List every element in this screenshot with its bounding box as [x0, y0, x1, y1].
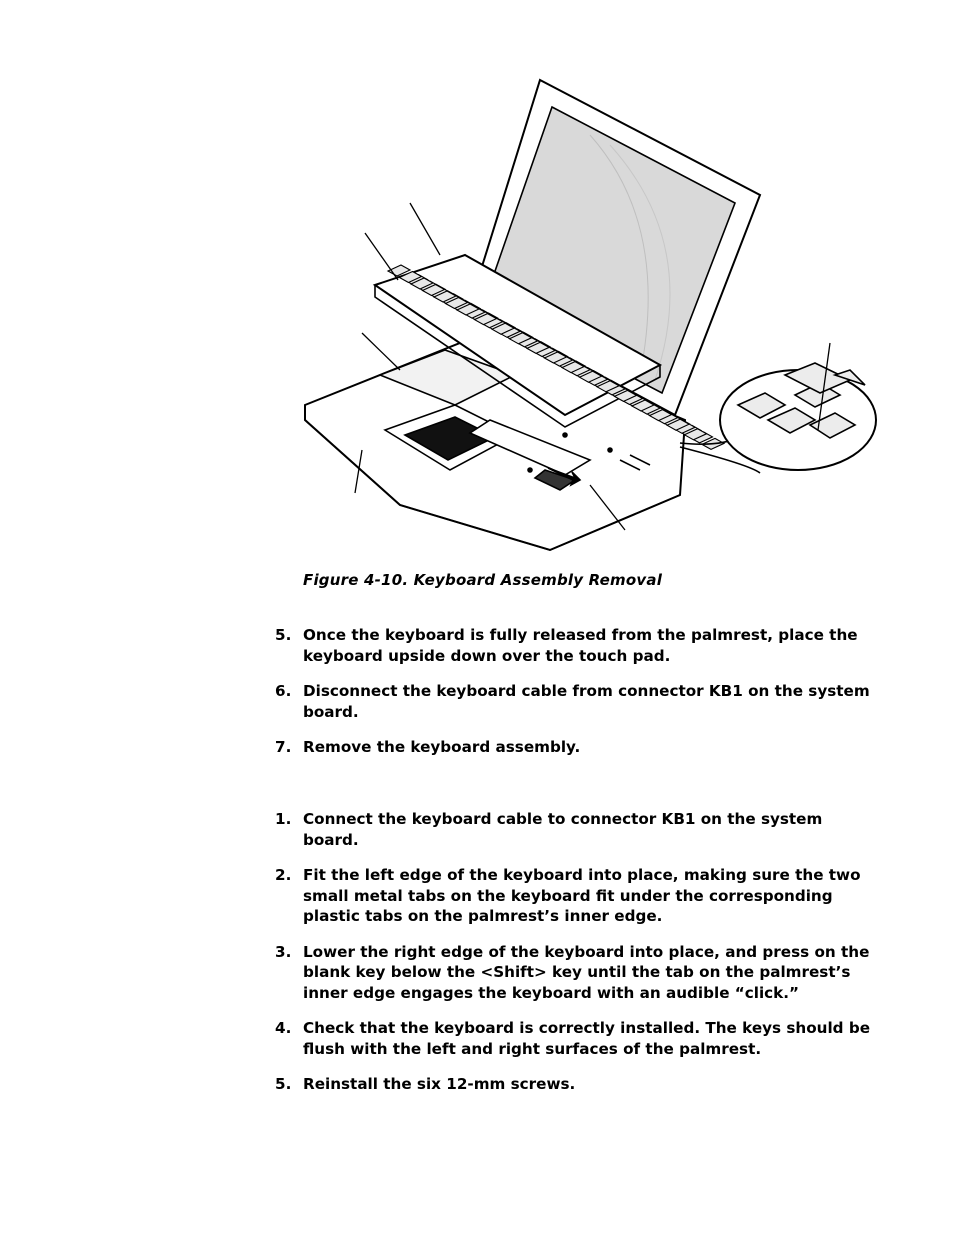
step-number: 4. [275, 1019, 292, 1037]
figure-caption: Figure 4-10. Keyboard Assembly Removal [303, 571, 663, 589]
list-item [270, 865, 870, 927]
keyboard-removal-figure [290, 75, 890, 565]
list-item [270, 681, 870, 722]
step-number: 6. [275, 682, 292, 700]
step-number: 1. [275, 810, 292, 828]
step-text: Check that the keyboard is correctly installed. The keys should be flush with the left and right surfaces of the palmrest. [303, 1019, 871, 1058]
step-text: Once the keyboard is fully released from the palmrest, place the keyboard upside down over the touch pad. [303, 626, 858, 665]
removal-steps [270, 625, 870, 758]
list-item [270, 809, 870, 850]
list-item [270, 737, 870, 758]
step-number: 5. [275, 626, 292, 644]
step-text: Lower the right edge of the keyboard into place, and press on the blank key below the <Shift> key until the tab on the palmrest’s inner edge engages the keyboard with an audible “click.” [303, 942, 870, 1002]
step-number: 7. [275, 738, 292, 756]
step-text: Remove the keyboard assembly. [303, 738, 581, 756]
step-number: 3. [275, 942, 292, 961]
list-item [270, 625, 870, 666]
key-closeup-callout [680, 363, 876, 473]
list-item [270, 942, 870, 1004]
step-text: Fit the left edge of the keyboard into place, making sure the two small metal tabs on the keyboard fit under the corresponding plastic tabs on the palmrest’s inner edge. [303, 866, 861, 925]
list-item [270, 1074, 870, 1095]
step-number: 2. [275, 866, 292, 884]
list-item [270, 1018, 870, 1059]
step-text: Connect the keyboard cable to connector KB1 on the system board. [303, 810, 823, 849]
installation-steps [270, 809, 870, 1095]
step-number: 5. [275, 1075, 292, 1093]
step-text: Disconnect the keyboard cable from connector KB1 on the system board. [303, 682, 870, 721]
step-text: Reinstall the six 12-mm screws. [303, 1075, 576, 1093]
